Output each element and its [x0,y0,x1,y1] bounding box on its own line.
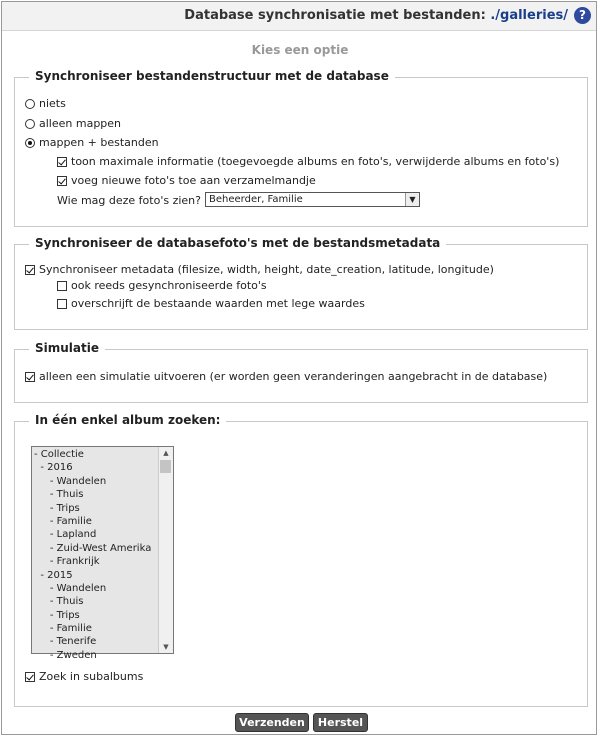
privacy-level-value: Beheerder, Familie [209,194,303,205]
simulate-checkbox[interactable] [25,372,35,382]
album-list-scrollbar[interactable] [158,447,173,653]
album-option[interactable]: - Thuis [34,489,84,501]
meta-empty-label: overschrijft de bestaande waarden met lege waardes [71,297,365,310]
meta-all-label: ook reeds gesynchroniseerde foto's [71,279,267,292]
display-info-row[interactable] [57,155,559,168]
album-option[interactable]: - Familie [34,623,92,635]
add-to-caddie-row[interactable] [57,174,316,187]
album-option[interactable]: - Thuis [34,596,84,608]
page-header [2,2,596,31]
subalbums-label: Zoek in subalbums [39,670,144,683]
sync-meta-row[interactable] [25,263,494,276]
meta-empty-row[interactable] [57,297,365,310]
legend-directories: Synchroniseer bestandenstructuur met de database [29,69,395,83]
album-option[interactable]: - Familie [34,515,92,527]
privacy-level-select[interactable] [205,192,420,207]
radio-none[interactable] [25,99,35,109]
meta-all-checkbox[interactable] [57,281,67,291]
album-option[interactable]: - Wandelen [34,582,107,594]
scroll-thumb[interactable] [160,460,171,473]
album-option[interactable]: - 2015 [34,569,73,581]
radio-dirs-label: alleen mappen [39,117,122,130]
album-option[interactable]: - Trips [34,502,80,514]
simulate-row[interactable] [25,370,547,383]
album-option[interactable]: - Lapland [34,529,97,541]
add-to-caddie-checkbox[interactable] [57,176,67,186]
album-option[interactable]: - Wandelen [34,475,107,487]
album-option[interactable]: - Frankrijk [34,556,100,568]
album-option[interactable]: - Collectie [34,449,84,460]
radio-none-label: niets [39,97,66,110]
album-option[interactable]: - Tenerife [34,636,97,648]
legend-simulation: Simulatie [29,341,105,355]
privacy-label: Wie mag deze foto's zien? [57,194,201,207]
sync-meta-label: Synchroniseer metadata (filesize, width, height, date_creation, latitude, longitude) [39,263,494,276]
help-icon[interactable]: ? [574,7,591,24]
radio-dirs[interactable] [25,119,35,129]
legend-single-album: In één enkel album zoeken: [29,413,226,427]
simulate-label: alleen een simulatie uitvoeren (er worden geen veranderingen aangebracht in de database) [39,370,548,383]
album-option[interactable]: - Zuid-West Amerika [34,542,152,554]
display-info-label: toon maximale informatie (toegevoegde albums en foto's, verwijderde albums en foto's) [71,155,560,168]
display-info-checkbox[interactable] [57,157,67,167]
legend-metadata: Synchroniseer de databasefoto's met de bestandsmetadata [29,236,446,250]
meta-all-row[interactable] [57,279,267,292]
page-title [184,8,568,23]
privacy-row [57,194,201,207]
gallery-path: ./galleries/ [490,8,568,23]
radio-row-none[interactable] [25,97,66,110]
chevron-down-icon[interactable]: ▼ [405,193,419,206]
album-option[interactable]: - Zweden [34,649,97,661]
reset-button[interactable]: Herstel [313,713,368,732]
radio-row-dirs-files[interactable] [25,136,159,149]
radio-row-dirs[interactable] [25,117,121,130]
subalbums-row[interactable] [25,670,143,683]
album-option[interactable]: - 2016 [34,462,73,474]
submit-button[interactable]: Verzenden [235,713,309,732]
subalbums-checkbox[interactable] [25,672,35,682]
title-text: Database synchronisatie met bestanden: [184,8,486,23]
radio-dirs-files-label: mappen + bestanden [39,136,159,149]
meta-empty-checkbox[interactable] [57,299,67,309]
album-option[interactable]: - Trips [34,609,80,621]
sync-meta-checkbox[interactable] [25,265,35,275]
scroll-up-icon[interactable]: ▲ [163,449,169,457]
radio-dirs-files[interactable] [25,138,35,148]
scroll-down-icon[interactable]: ▼ [163,643,169,651]
add-to-caddie-label: voeg nieuwe foto's toe aan verzamelmandje [71,174,316,187]
album-select-list[interactable] [31,446,174,661]
choose-option-heading: Kies een optie [251,43,349,57]
